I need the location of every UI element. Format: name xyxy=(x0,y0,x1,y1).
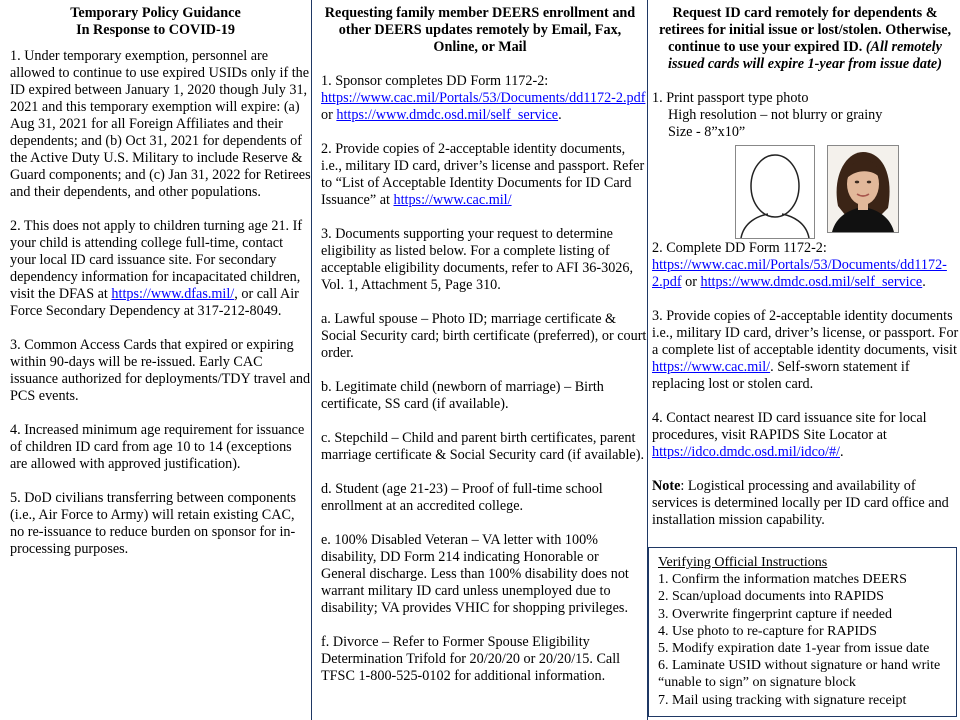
remote-step-2: 2. Complete DD Form 1172-2: https://www.cac.mil/Portals/53/Documents/dd1172-2.pdf or https://www.dmdc.osd.mil/self_service. xyxy=(652,240,947,290)
remote-step-3: 3. Provide copies of 2-acceptable identity documents i.e., military ID card, driver’s license, or passport. For a complete list of acceptable identity documents, visit https://www.cac.mil/. Self-sworn statement if replacing lost or stolen card. xyxy=(652,308,959,392)
cac-link-2[interactable]: https://www.cac.mil/ xyxy=(652,359,771,375)
verify-item: 4. Use photo to re-capture for RAPIDS xyxy=(658,623,877,639)
covid-guidance-column xyxy=(0,0,312,720)
deers-step-1: 1. Sponsor completes DD Form 1172-2: https://www.cac.mil/Portals/53/Documents/dd1172-2.pdf or https://www.dmdc.osd.mil/self_service. xyxy=(321,73,646,123)
guidance-item-3: 3. Common Access Cards that expired or expiring within 90-days will be re-issued. Early CAC issuance authorized for deployments/TDY travel and PCS events. xyxy=(10,337,311,404)
eligibility-spouse: a. Lawful spouse – Photo ID; marriage certificate & Social Security card; birth certificate (preferred), or court order. xyxy=(321,311,647,361)
head-silhouette-image xyxy=(735,145,815,239)
verifying-official-title: Verifying Official Instructions xyxy=(658,555,828,570)
verify-item: 1. Confirm the information matches DEERS xyxy=(658,572,907,588)
remote-id-title: Request ID card remotely for dependents & retirees for initial issue or lost/stolen. Otherwise, continue to use your expired ID. (All remotely issued cards will expire 1-year from issue date) xyxy=(658,5,952,72)
dfas-link[interactable]: https://www.dfas.mil/ xyxy=(111,286,235,302)
guidance-item-5: 5. DoD civilians transferring between components (i.e., Air Force to Army) will retain existing CAC, no re-issuance to reduce burden on sponsor for in-processing purposes. xyxy=(10,490,297,557)
eligibility-veteran: e. 100% Disabled Veteran – VA letter with 100% disability, DD Form 214 indicating Honorable or General discharge. Less than 100% disability does not warrant military ID card unless unemployed due to disability; VA provides VHIC for shopping privileges. xyxy=(321,532,629,616)
verify-item: 6. Laminate USID without signature or hand write “unable to sign” on signature block xyxy=(658,658,941,691)
verify-item: 7. Mail using tracking with signature receipt xyxy=(658,692,907,708)
remote-step-1: 1. Print passport type photo High resolution – not blurry or grainy Size - 8”x10” xyxy=(652,90,883,140)
logistics-note: Note: Logistical processing and availability of services is determined locally per ID card office and installation mission capability. xyxy=(652,478,949,528)
deers-enrollment-column xyxy=(313,0,648,720)
rapids-locator-link[interactable]: https://idco.dmdc.osd.mil/idco/#/ xyxy=(652,444,840,460)
eligibility-stepchild: c. Stepchild – Child and parent birth certificates, parent marriage certificate & Social Security card (if available). xyxy=(321,430,644,463)
photo-examples xyxy=(652,145,960,240)
verify-item: 3. Overwrite fingerprint capture if needed xyxy=(658,606,893,622)
verify-item: 2. Scan/upload documents into RAPIDS xyxy=(658,589,884,605)
deers-step-3: 3. Documents supporting your request to determine eligibility as listed below. For a complete listing of acceptable eligibility documents, refer to AFI 36-3026, Vol. 1, Attachment 5, Page 310. xyxy=(321,226,634,293)
self-service-link[interactable]: https://www.dmdc.osd.mil/self_service xyxy=(336,107,559,123)
dd1172-form-link-2[interactable]: https://www.cac.mil/Portals/53/Documents/dd1172-2.pdf xyxy=(652,257,947,290)
guidance-item-2: 2. This does not apply to children turning age 21. If your child is attending college full-time, contact your local ID card issuance site. For secondary dependency information for incapacitated children, visit the DFAS at https://www.dfas.mil/, or call Air Force Secondary Dependency at 317-212-8049. xyxy=(10,218,303,319)
remote-step-4: 4. Contact nearest ID card issuance site for local procedures, visit RAPIDS Site Locator at https://idco.dmdc.osd.mil/idco/#/. xyxy=(652,410,927,460)
eligibility-divorce: f. Divorce – Refer to Former Spouse Eligibility Determination Trifold for 20/20/20 or 20/20/15. Call TFSC 1-800-525-0102 for additional information. xyxy=(321,634,621,684)
guidance-item-1: 1. Under temporary exemption, personnel are allowed to continue to use expired USIDs only if the ID expired between January 1, 2020 though July 31, 2021 and this temporary exemption will expire: (a) Aug 31, 2021 for all Foreign Affiliates and their dependents; and (b) Oct 31, 2021 for dependents of the Active Duty U.S. Military to include Reserve & Guard components; and (c) Jan 31, 2022 for Retirees and their dependents, and other populations. xyxy=(10,48,311,200)
self-service-link-2[interactable]: https://www.dmdc.osd.mil/self_service xyxy=(700,274,923,290)
deers-step-2: 2. Provide copies of 2-acceptable identity documents, i.e., military ID card, driver’s license and passport. Refer to “List of Acceptable Identity Documents for ID Card Issuance” at https://www.cac.mil/ xyxy=(321,141,645,208)
deers-enrollment-title: Requesting family member DEERS enrollment and other DEERS updates remotely by Email, Fax, Online, or Mail xyxy=(324,5,636,55)
cac-link[interactable]: https://www.cac.mil/ xyxy=(393,192,512,208)
verifying-official-box xyxy=(648,547,957,717)
passport-photo-image xyxy=(827,145,899,233)
guidance-item-4: 4. Increased minimum age requirement for issuance of children ID card from age 10 to 14 (exceptions are allowed with approved justification). xyxy=(10,422,305,472)
covid-guidance-title: Temporary Policy Guidance In Response to COVID-19 xyxy=(70,5,241,38)
eligibility-child: b. Legitimate child (newborn of marriage) – Birth certificate, SS card (if available). xyxy=(321,379,604,412)
eligibility-student: d. Student (age 21-23) – Proof of full-time school enrollment at an accredited college. xyxy=(321,481,603,514)
dd1172-form-link[interactable]: https://www.cac.mil/Portals/53/Documents/dd1172-2.pdf xyxy=(321,90,646,106)
verify-item: 5. Modify expiration date 1-year from issue date xyxy=(658,641,930,657)
